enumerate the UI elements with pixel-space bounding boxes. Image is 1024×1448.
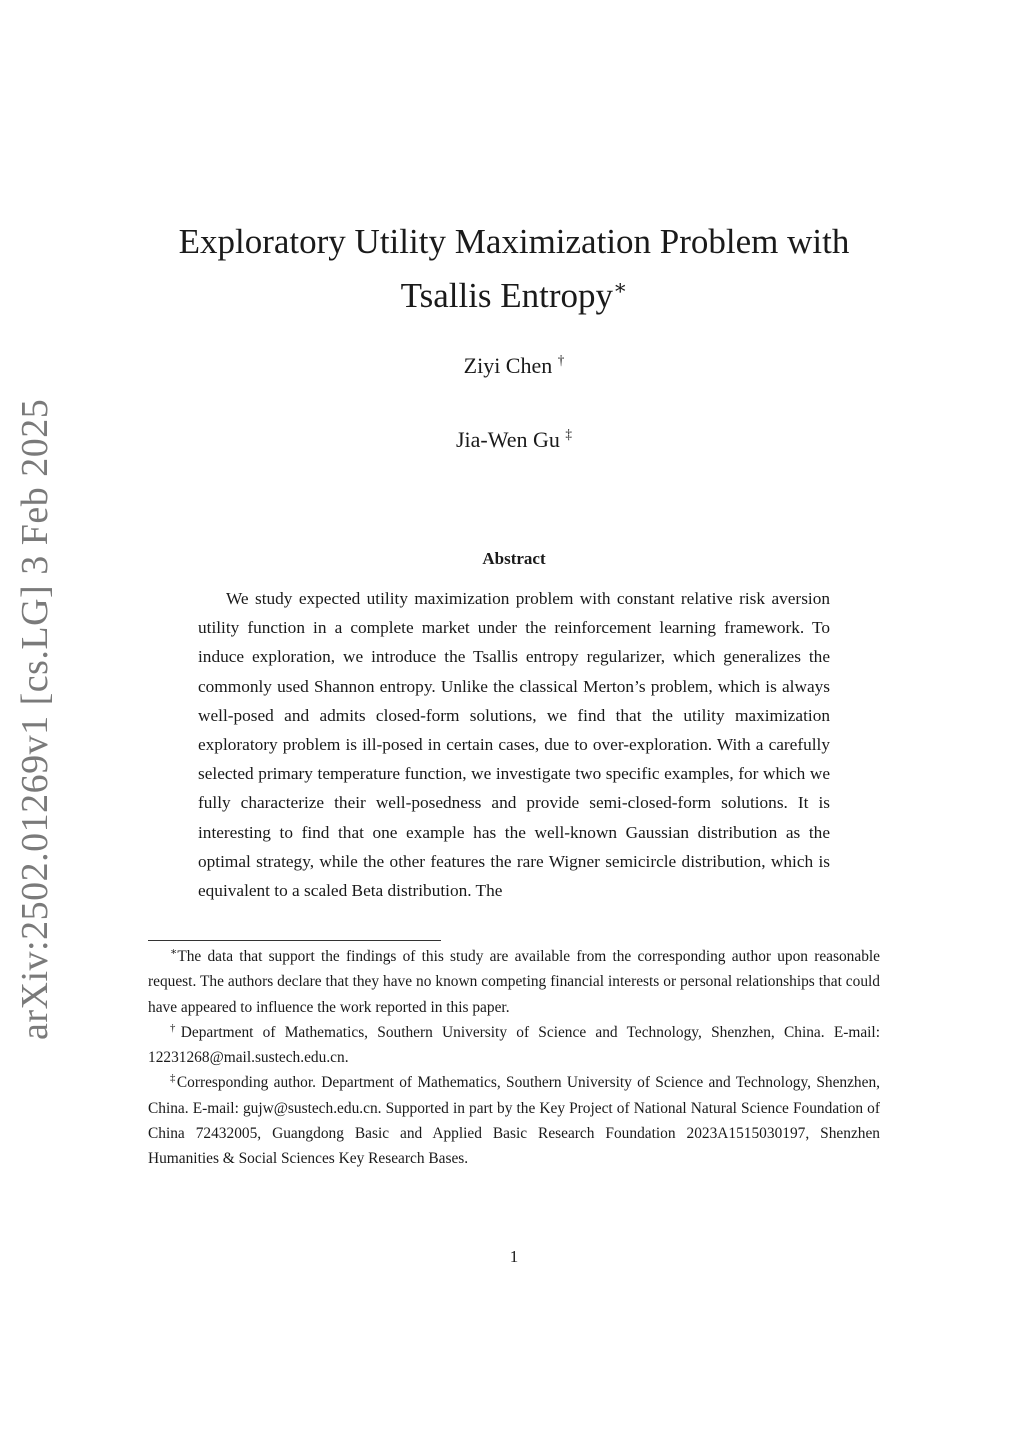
footnote-mark: ∗ — [170, 945, 178, 958]
footnotes — [148, 944, 880, 1172]
title-line-1: Exploratory Utility Maximization Problem with — [178, 222, 850, 261]
page-number: 1 — [509, 1247, 519, 1266]
footnote-data-availability — [148, 944, 880, 1020]
author-name: Jia-Wen Gu — [455, 427, 560, 452]
footnote-text: The data that support the findings of this study are available from the corresponding author upon reasonable request. The authors declare that they have no known competing financial interests or personal relationships that could have appeared to influence the work reported in this paper. — [148, 948, 880, 1016]
title-line-2: Tsallis Entropy — [400, 276, 614, 315]
footnote-text: Corresponding author. Department of Mathematics, Southern University of Science and Technology, Shenzhen, China. E-mail: gujw@sustech.edu.cn. Supported in part by the Key Project of National Natural Science Foundation of China 72432005, Guangdong Basic and Applied Basic Research Foundation 2023A1515030197, Shenzhen Humanities & Social Sciences Key Research Bases. — [148, 1074, 881, 1168]
footnote-mark: ‡ — [170, 1072, 177, 1085]
author-name: Ziyi Chen — [463, 353, 553, 378]
footnote-mark: † — [170, 1021, 181, 1034]
footnote-author-1-affiliation — [148, 1020, 880, 1071]
abstract-heading: Abstract — [482, 549, 546, 568]
author-footnote-mark: ‡ — [565, 426, 572, 442]
title-footnote-mark: ∗ — [613, 275, 628, 300]
author-footnote-mark: † — [557, 352, 565, 368]
author-jia-wen-gu — [148, 426, 880, 454]
arxiv-identifier-stamp: arXiv:2502.01269v1 [cs.LG] 3 Feb 2025 — [14, 398, 56, 1040]
paper-title — [148, 215, 880, 323]
footnote-text: Department of Mathematics, Southern University of Science and Technology, Shenzhen, China. E-mail: 12231268@mail.sustech.edu.cn. — [148, 1023, 880, 1067]
footnote-divider — [148, 940, 441, 941]
author-ziyi-chen — [148, 352, 880, 380]
abstract-text: We study expected utility maximization problem with constant relative risk aversion utility function in a complete market under the reinforcement learning framework. To induce exploration, we introduce the Tsallis entropy regularizer, which generalizes the commonly used Shannon entropy. Unlike the classical Merton’s problem, which is always well-posed and admits closed-form solutions, we find that the utility maximization exploratory problem is ill-posed in certain cases, due to over-exploration. With a carefully selected primary temperature function, we investigate two specific examples, for which we fully characterize their well-posedness and provide semi-closed-form solutions. It is interesting to find that one example has the well-known Gaussian distribution as the optimal strategy, while the other features the rare Wigner semicircle distribution, which is equivalent to a scaled Beta distribution. The — [198, 589, 830, 901]
footnote-author-2-affiliation — [148, 1070, 880, 1171]
